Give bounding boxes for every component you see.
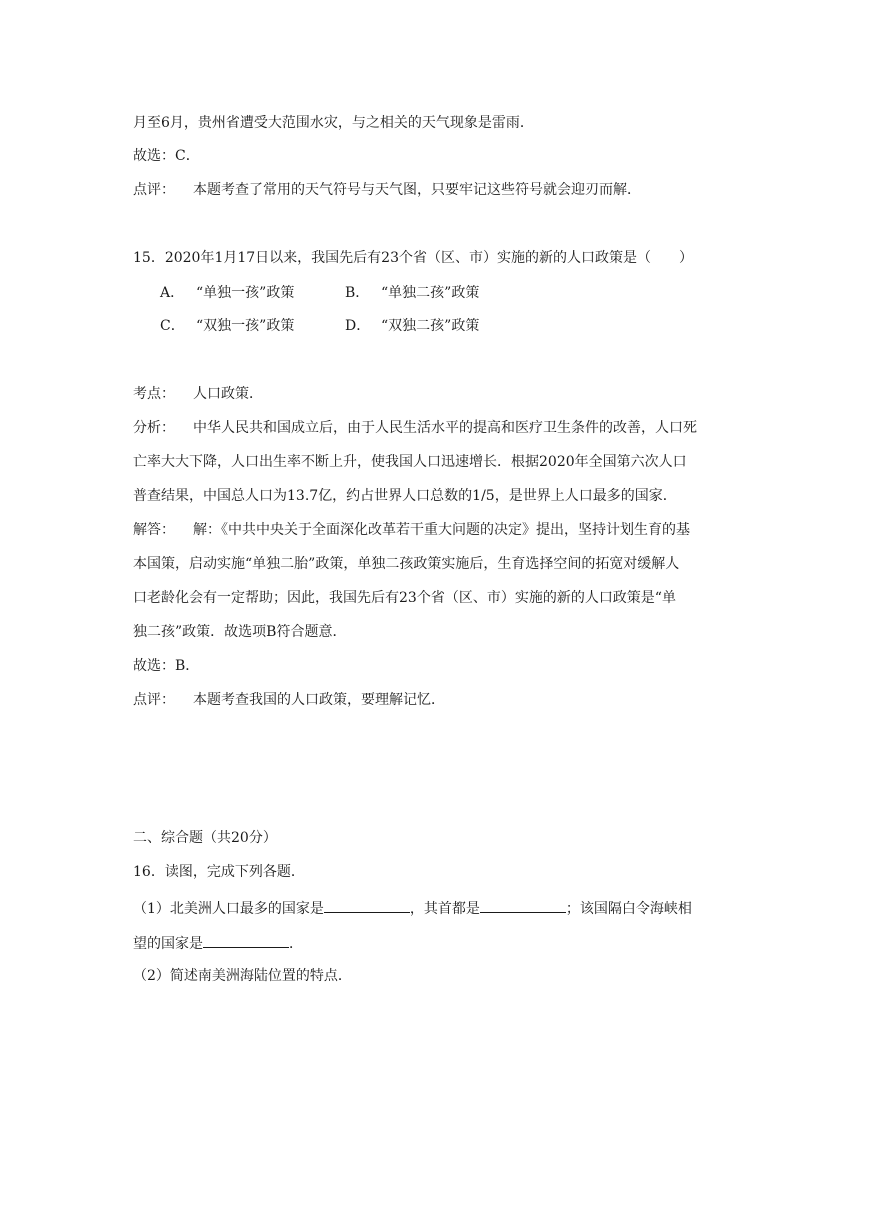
q15-comment-text: 本题考查我国的人口政策，要理解记忆． — [193, 692, 445, 708]
option-d-letter: D． — [345, 318, 371, 334]
q15-kaodian — [133, 384, 263, 404]
q15-comment — [133, 690, 445, 710]
q16-sub2: （2）简述南美洲海陆位置的特点． — [133, 968, 352, 984]
option-b-letter: B． — [345, 285, 370, 301]
sub1-text-c: ；该国隔白令海峡相 — [565, 901, 692, 917]
option-c-text: “双独一孩”政策 — [196, 318, 295, 334]
q15-options-row-2 — [160, 316, 479, 336]
q15-stem: 15．2020年1月17日以来，我国先后有23个省（区、市）实施的新的人口政策是（ ） — [133, 250, 693, 266]
option-b-text: “单独二孩”政策 — [381, 285, 480, 301]
q15-jieda — [133, 520, 690, 540]
sub1-text-b: ，其首都是 — [409, 901, 480, 917]
q14-comment — [133, 180, 641, 200]
fenxi-line: 普查结果，中国总人口为13.7亿，约占世界人口总数的1/5，是世界上人口最多的国家． — [133, 488, 677, 504]
q15-comment-label: 点评： — [133, 692, 175, 708]
q14-comment-text: 本题考查了常用的天气符号与天气图，只要牢记这些符号就会迎刃而解． — [193, 182, 641, 198]
q14-text-line: 月至6月，贵州省遭受大范围水灾，与之相关的天气现象是雷雨． — [133, 115, 534, 131]
fenxi-line: 中华人民共和国成立后，由于人民生活水平的提高和医疗卫生条件的改善，人口死 — [193, 420, 697, 436]
sub1-text-a: （1）北美洲人口最多的国家是 — [133, 901, 324, 917]
jieda-line: 口老龄化会有一定帮助；因此，我国先后有23个省（区、市）实施的新的人口政策是“单 — [133, 590, 676, 606]
q14-answer: 故选：C． — [133, 148, 200, 164]
answer-blank[interactable] — [480, 897, 566, 913]
option-a-text: “单独一孩”政策 — [196, 285, 295, 301]
q16-stem: 16．读图，完成下列各题． — [133, 864, 305, 880]
jieda-line: 解：《中共中央关于全面深化改革若干重大问题的决定》提出，坚持计划生育的基 — [193, 522, 690, 538]
q14-comment-label: 点评： — [133, 182, 175, 198]
fenxi-line: 亡率大大下降，人口出生率不断上升，使我国人口迅速增长．根据2020年全国第六次人口 — [133, 454, 687, 470]
kaodian-text: 人口政策． — [193, 386, 263, 402]
jieda-line: 本国策，启动实施“单独二胎”政策，单独二孩政策实施后，生育选择空间的拓宽对缓解人 — [133, 556, 680, 572]
section-heading: 二、综合题（共20分） — [133, 830, 277, 846]
jieda-line: 独二孩”政策．故选项B符合题意． — [133, 624, 347, 640]
q15-fenxi — [133, 418, 697, 438]
sub1-text-e: ． — [289, 936, 303, 952]
q15-answer: 故选：B． — [133, 658, 200, 674]
option-d-text: “双独二孩”政策 — [381, 318, 480, 334]
q16-sub1-cont — [133, 932, 303, 954]
fenxi-label: 分析： — [133, 420, 175, 436]
kaodian-label: 考点： — [133, 386, 175, 402]
q15-options-row-1 — [160, 283, 479, 303]
q16-sub1 — [133, 897, 692, 919]
jieda-label: 解答： — [133, 522, 175, 538]
option-a-letter: A． — [160, 285, 185, 301]
sub1-text-d: 望的国家是 — [133, 936, 203, 952]
option-c-letter: C． — [160, 318, 185, 334]
answer-blank[interactable] — [324, 897, 410, 913]
answer-blank[interactable] — [203, 932, 289, 948]
